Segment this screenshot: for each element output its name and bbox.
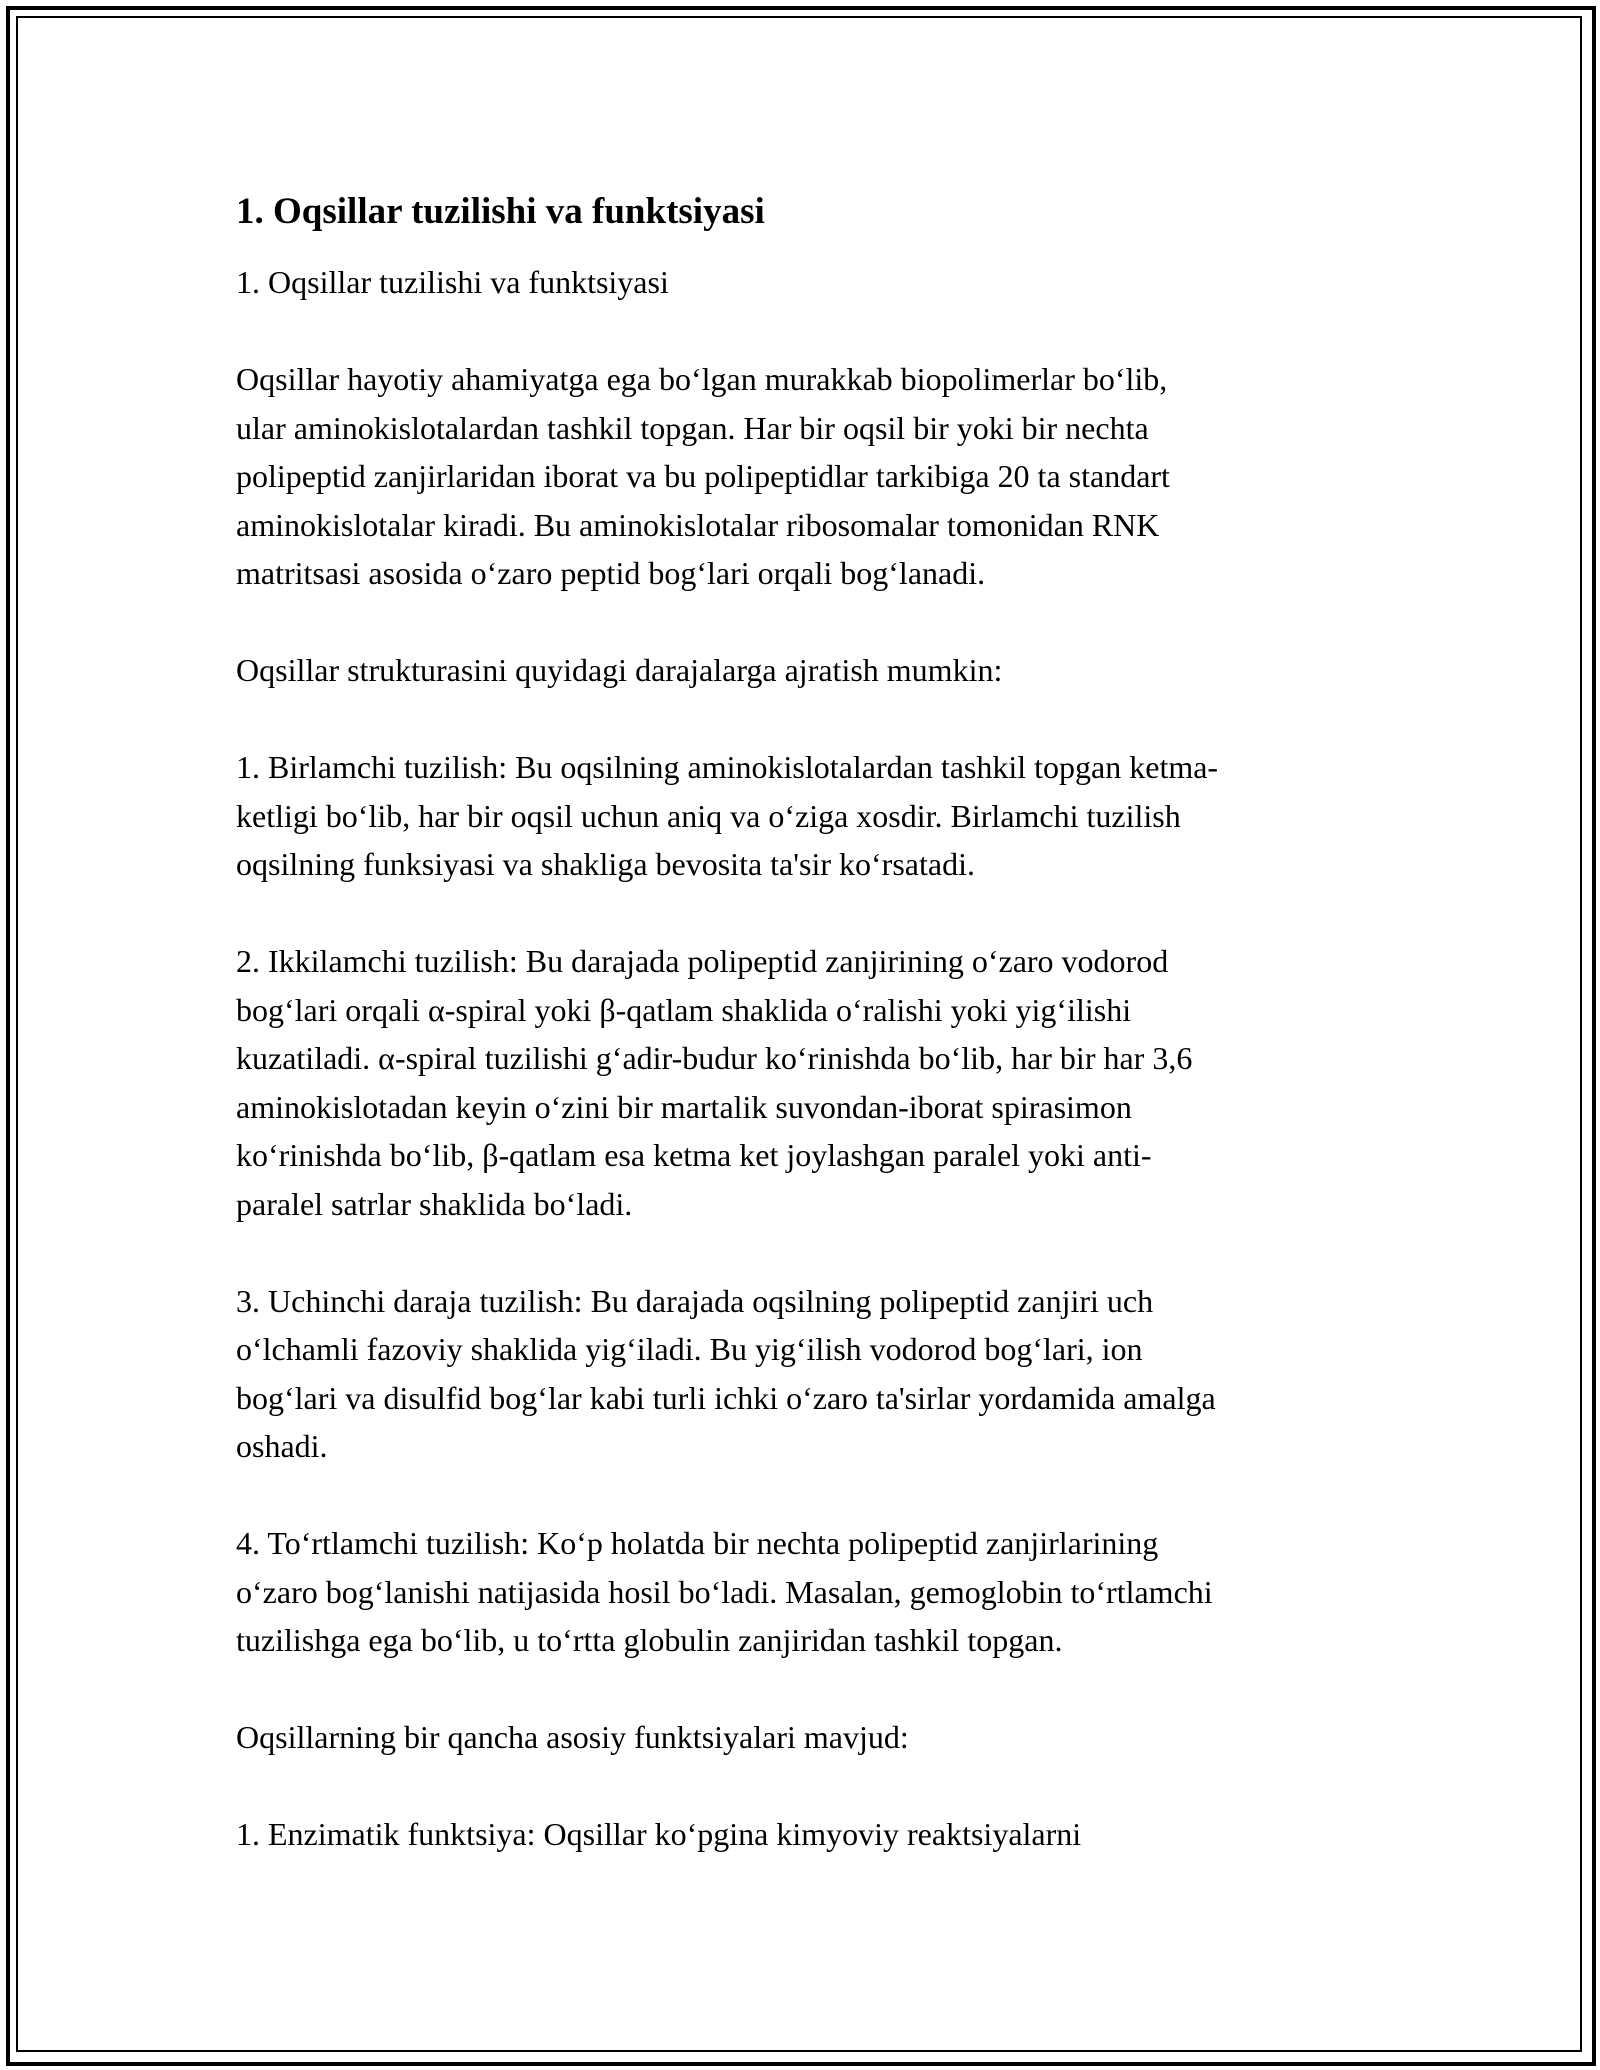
document-title: 1. Oqsillar tuzilishi va funktsiyasi [236, 191, 765, 232]
paragraph-secondary-structure: 2. Ikkilamchi tuzilish: Bu darajada polipeptid zanjirining o‘zaro vodorod bog‘lari orqali α-spiral yoki β-qatlam shaklida o‘ralishi yoki yig‘ilishi kuzatiladi. α-spiral tuzilishi g‘adir-budur ko‘rinishda bo‘lib, har bir har 3,6 aminokislotadan keyin o‘zini bir martalik suvondan-iborat spirasimon ko‘rinishda bo‘lib, β-qatlam esa ketma ket joylashgan paralel yoki anti- paralel satrlar shaklida bo‘ladi. [236, 943, 1193, 1222]
paragraph-tertiary-structure: 3. Uchinchi daraja tuzilish: Bu darajada oqsilning polipeptid zanjiri uch o‘lchamli fazoviy shaklida yig‘iladi. Bu yig‘ilish vodorod bog‘lari, ion bog‘lari va disulfid bog‘lar kabi turli ichki o‘zaro ta'sirlar yordamida amalga oshadi. [236, 1282, 1216, 1464]
document-body [236, 188, 1366, 1907]
paragraph-enzymatic-function: 1. Enzimatik funktsiya: Oqsillar ko‘pgina kimyoviy reaktsiyalarni [236, 1816, 1082, 1852]
paragraph-subtitle: 1. Oqsillar tuzilishi va funktsiyasi [236, 264, 669, 300]
paragraph-intro: Oqsillar hayotiy ahamiyatga ega bo‘lgan murakkab biopolimerlar bo‘lib, ular aminokislotalardan tashkil topgan. Har bir oqsil bir yoki bir nechta polipeptid zanjirlaridan iborat va bu polipeptidlar tarkibiga 20 ta standart aminokislotalar kiradi. Bu aminokislotalar ribosomalar tomonidan RNK matritsasi asosida o‘zaro peptid bog‘lari orqali bog‘lanadi. [236, 361, 1170, 591]
paragraph-quaternary-structure: 4. To‘rtlamchi tuzilish: Ko‘p holatda bir nechta polipeptid zanjirlarining o‘zaro bog‘lanishi natijasida hosil bo‘ladi. Masalan, gemoglobin to‘rtlamchi tuzilishga ega bo‘lib, u to‘rtta globulin zanjiridan tashkil topgan. [236, 1525, 1213, 1658]
paragraph-functions-intro: Oqsillarning bir qancha asosiy funktsiyalari mavjud: [236, 1719, 909, 1755]
paragraph-primary-structure: 1. Birlamchi tuzilish: Bu oqsilning aminokislotalardan tashkil topgan ketma- ketligi bo‘lib, har bir oqsil uchun aniq va o‘ziga xosdir. Birlamchi tuzilish oqsilning funksiyasi va shakliga bevosita ta'sir ko‘rsatadi. [236, 749, 1219, 882]
paragraph-structure-levels: Oqsillar strukturasini quyidagi darajalarga ajratish mumkin: [236, 652, 1003, 688]
